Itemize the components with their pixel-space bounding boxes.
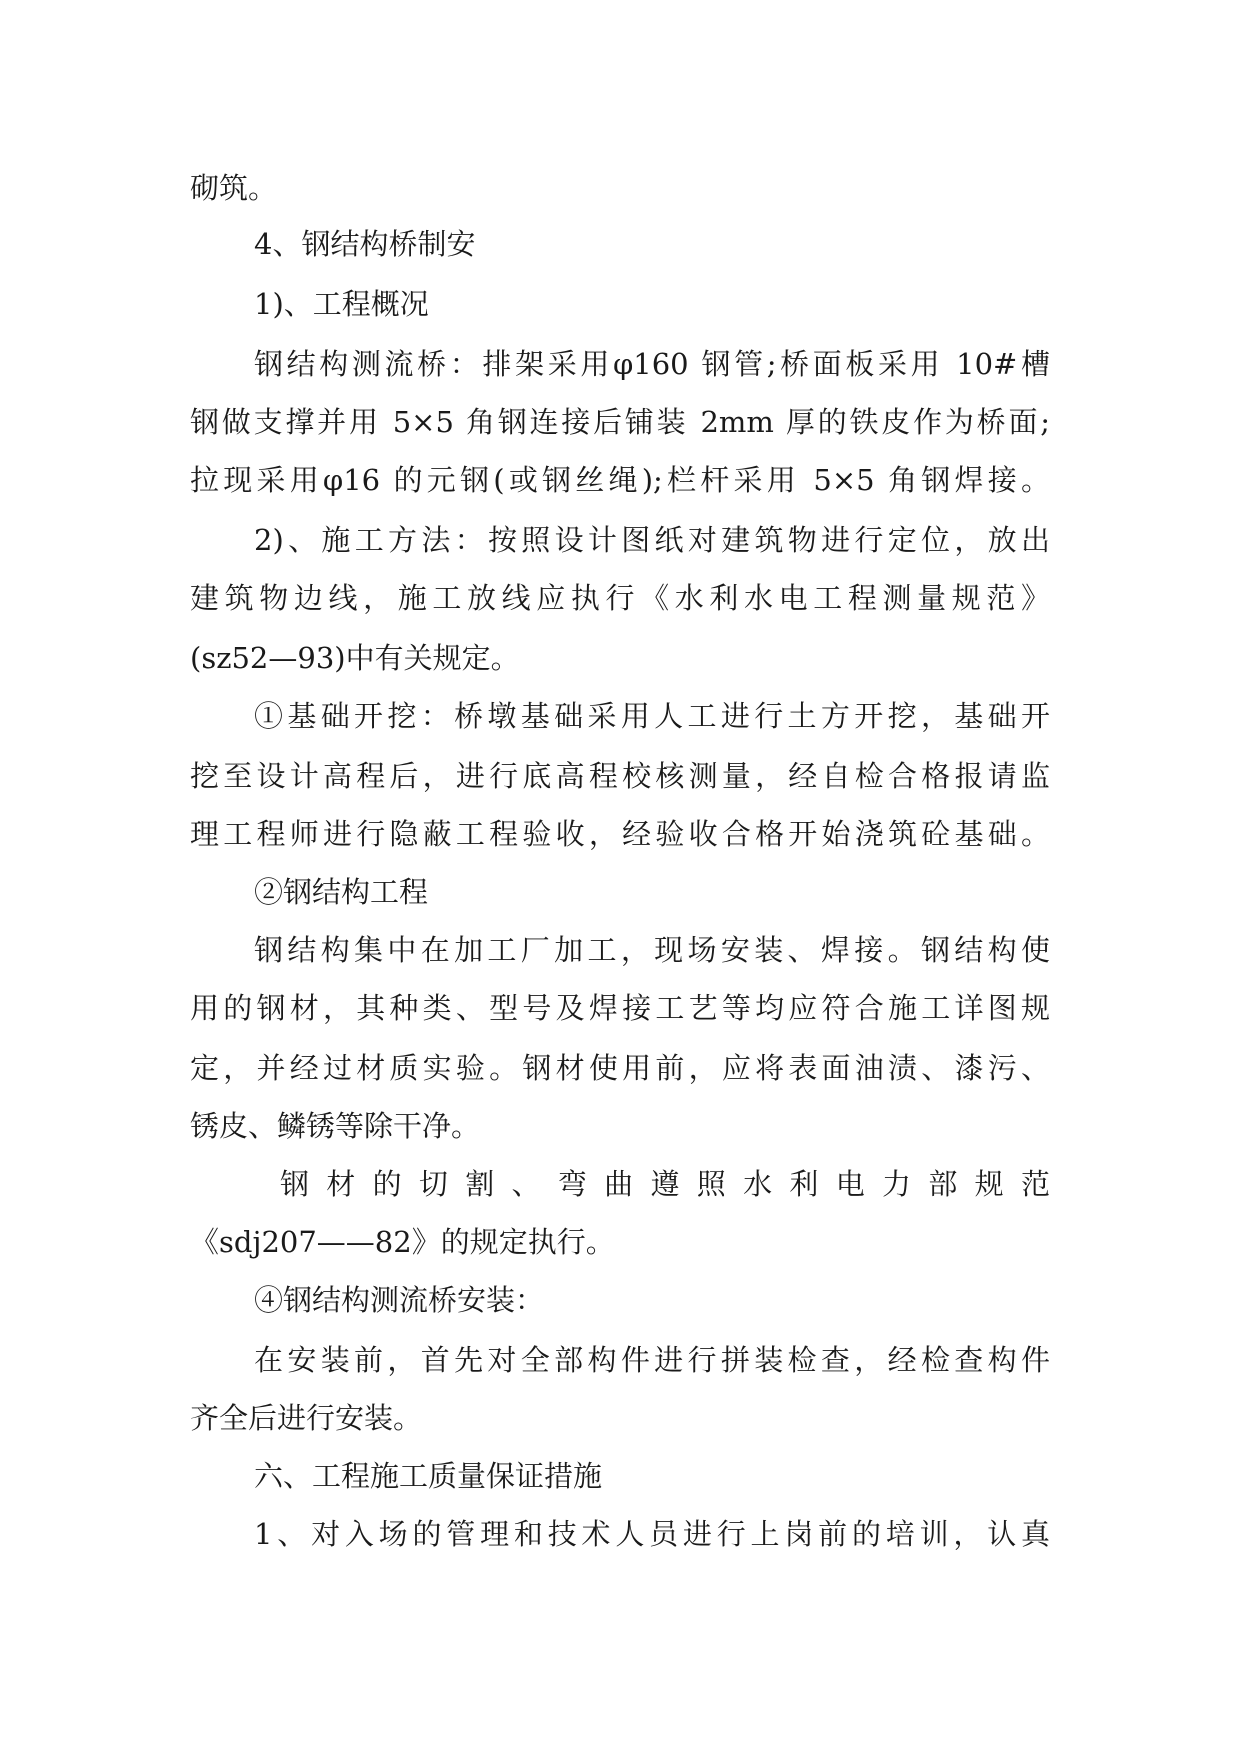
section-heading: 六、工程施工质量保证措施: [254, 1459, 603, 1493]
text-line: 《sdj207——82》的规定执行。: [190, 1225, 615, 1259]
text-line: 用的钢材，其种类、型号及焊接工艺等均应符合施工详图规: [190, 991, 1050, 1025]
subsection-heading: 1)、工程概况: [254, 287, 429, 321]
section-heading: 4、钢结构桥制安: [254, 227, 476, 261]
text-line: 在安装前，首先对全部构件进行拼装检查，经检查构件: [254, 1343, 1050, 1377]
text-line: 钢做支撑并用 5×5 角钢连接后铺装 2mm 厚的铁皮作为桥面;: [190, 405, 1050, 439]
text-line: ①基础开挖：桥墩基础采用人工进行土方开挖，基础开: [254, 699, 1050, 733]
text-line: 拉现采用φ16 的元钢(或钢丝绳);栏杆采用 5×5 角钢焊接。: [190, 463, 1050, 497]
subsection-heading: ④钢结构测流桥安装：: [254, 1283, 545, 1317]
text-line: 锈皮、鳞锈等除干净。: [190, 1109, 481, 1143]
text-line: 挖至设计高程后，进行底高程校核测量，经自检合格报请监: [190, 759, 1050, 793]
text-line: 2)、施工方法：按照设计图纸对建筑物进行定位，放出: [254, 523, 1050, 557]
text-line: 1、对入场的管理和技术人员进行上岗前的培训，认真: [254, 1517, 1050, 1551]
text-line: 钢结构集中在加工厂加工，现场安装、焊接。钢结构使: [254, 933, 1050, 967]
text-line: 钢结构测流桥：排架采用φ160 钢管;桥面板采用 10#槽: [254, 347, 1050, 381]
text-line: 砌筑。: [190, 171, 278, 205]
text-line: 钢材的切割、弯曲遵照水利电力部规范: [280, 1167, 1050, 1201]
text-line: 建筑物边线，施工放线应执行《水利水电工程测量规范》: [190, 581, 1050, 615]
text-line: (sz52—93)中有关规定。: [190, 641, 520, 675]
text-line: 理工程师进行隐蔽工程验收，经验收合格开始浇筑砼基础。: [190, 817, 1050, 851]
text-line: 齐全后进行安装。: [190, 1401, 423, 1435]
text-line: 定，并经过材质实验。钢材使用前，应将表面油渍、漆污、: [190, 1051, 1050, 1085]
subsection-heading: ②钢结构工程: [254, 875, 429, 909]
